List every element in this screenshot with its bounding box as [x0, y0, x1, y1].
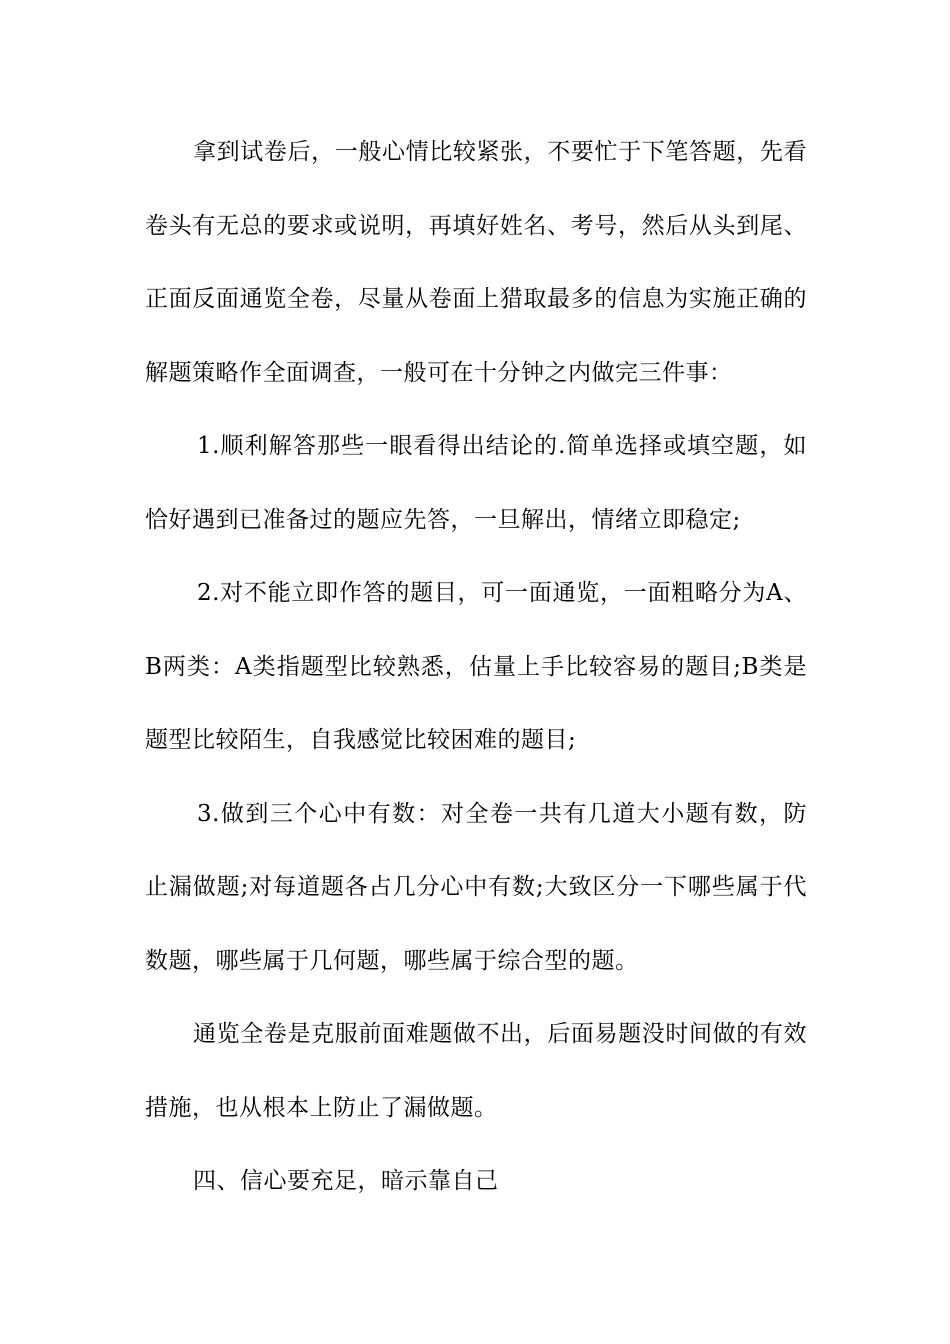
paragraph-item-3: 3.做到三个心中有数：对全卷一共有几道大小题有数，防止漏做题;对每道题各占几分心中有数;大致区分一下哪些属于代数题，哪些属于几何题，哪些属于综合型的题。	[145, 800, 807, 974]
paragraph-item-1: 1.顺利解答那些一眼看得出结论的.简单选择或填空题，如恰好遇到已准备过的题应先答，一旦解出，情绪立即稳定;	[145, 433, 807, 533]
section-heading-four: 四、信心要充足，暗示靠自己	[193, 1168, 499, 1194]
paragraph-item-2: 2.对不能立即作答的题目，可一面通览，一面粗略分为A、B两类：A类指题型比较熟悉，估量上手比较容易的题目;B类是题型比较陌生，自我感觉比较困难的题目;	[145, 580, 807, 753]
document-body	[145, 116, 807, 1219]
paragraph-intro: 拿到试卷后，一般心情比较紧张，不要忙于下笔答题，先看卷头有无总的要求或说明，再填好姓名、考号，然后从头到尾、正面反面通览全卷，尽量从卷面上猎取最多的信息为实施正确的解题策略作全面调查，一般可在十分钟之内做完三件事：	[145, 139, 807, 386]
paragraph-summary: 通览全卷是克服前面难题做不出，后面易题没时间做的有效措施，也从根本上防止了漏做题。	[145, 1021, 807, 1121]
